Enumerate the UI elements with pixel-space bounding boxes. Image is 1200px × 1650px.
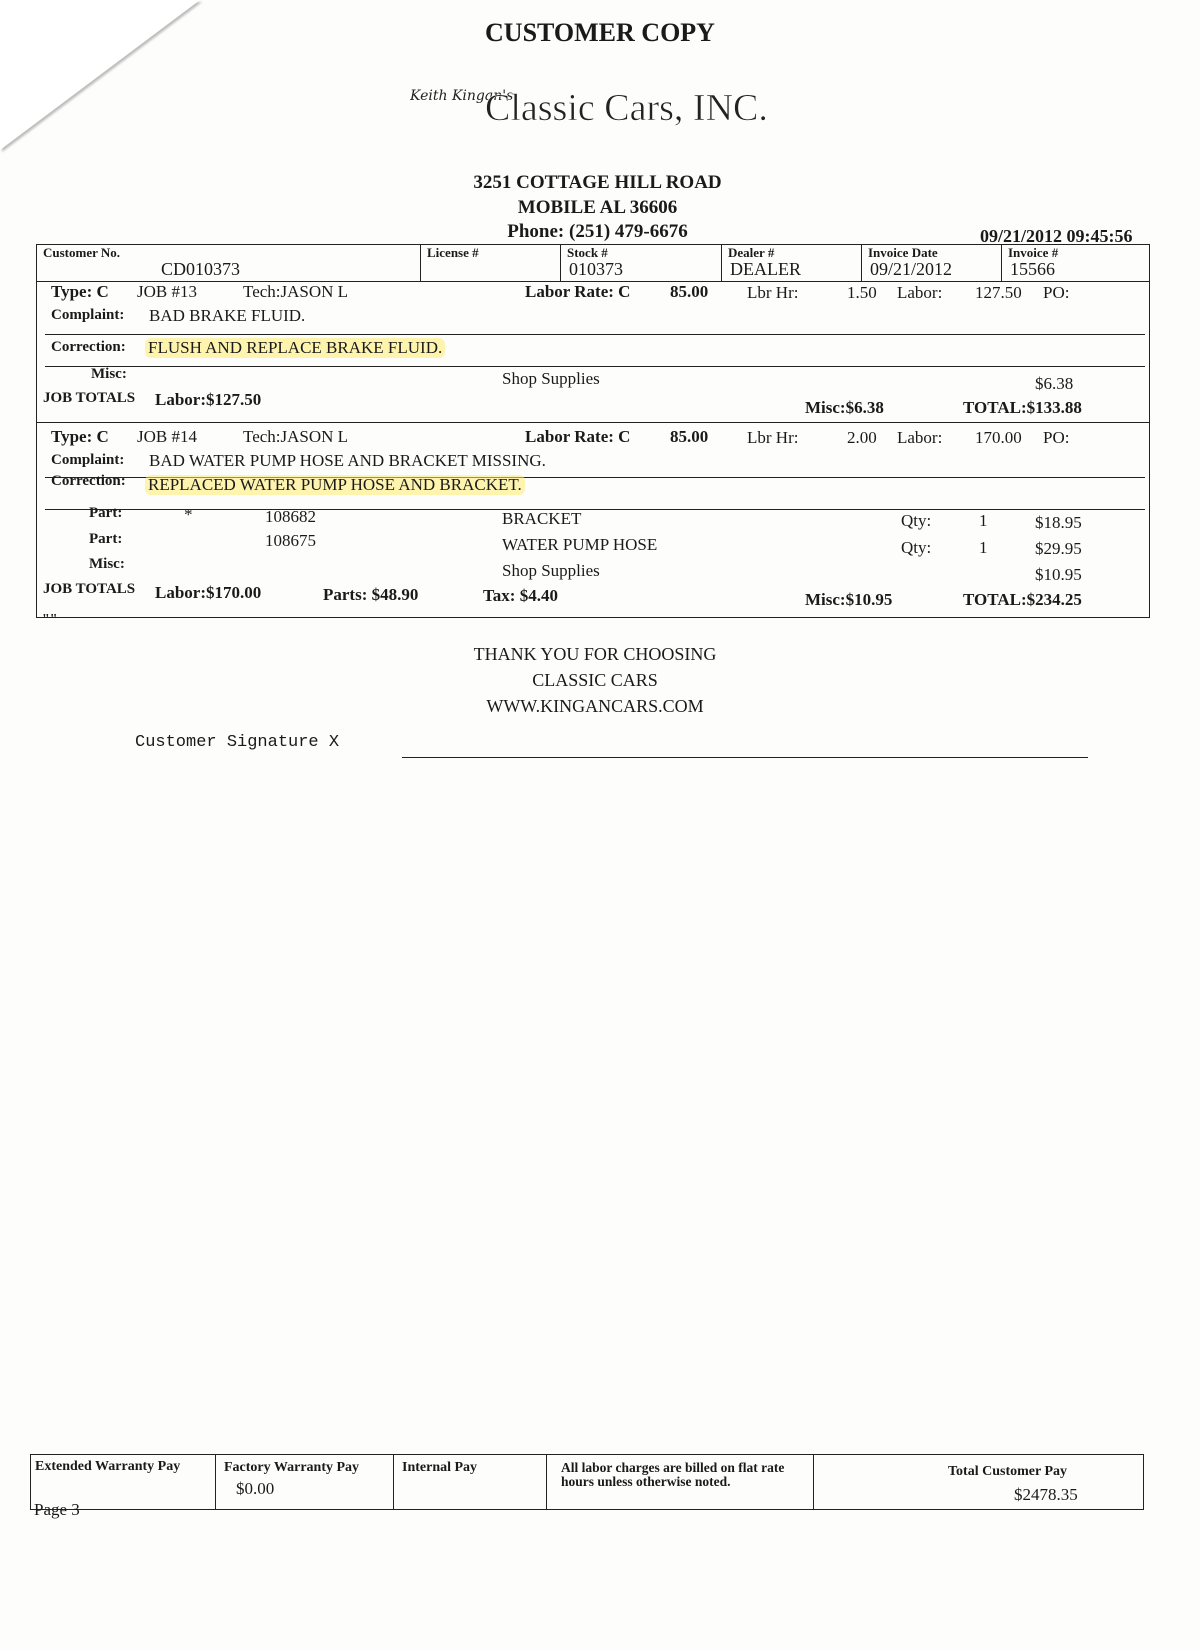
invoice-number-value: 15566 [1010, 259, 1055, 279]
job-totals-total: TOTAL:$234.25 [963, 590, 1082, 609]
job-type: Type: C [51, 427, 109, 446]
line-item-qty: 1 [979, 511, 988, 530]
po-label: PO: [1043, 428, 1070, 447]
document-title: CUSTOMER COPY [485, 18, 715, 47]
stock-cell [560, 245, 722, 281]
factory-warranty-label: Factory Warranty Pay [224, 1460, 360, 1475]
job-totals-tax: Tax: $4.40 [483, 586, 558, 605]
line-item-qty-label: Qty: [901, 511, 932, 530]
total-customer-pay-cell [813, 1455, 1142, 1509]
signature-label: Customer Signature X [135, 733, 340, 752]
dealer-cell [721, 245, 862, 281]
labor-rate-value: 85.00 [670, 427, 709, 446]
job-totals-misc: Misc:$6.38 [805, 398, 884, 417]
line-item-mark: * [184, 505, 193, 524]
thank-you-company: CLASSIC CARS [532, 670, 658, 690]
customer-no-value: CD010373 [161, 259, 241, 279]
line-item-description: Shop Supplies [502, 369, 600, 388]
correction-label: Correction: [51, 339, 126, 355]
factory-warranty-value: $0.00 [236, 1479, 275, 1498]
line-item-label: Part: [89, 531, 123, 547]
logo-company-name: Classic Cars, INC. [485, 87, 768, 129]
page-number: Page 3 [34, 1500, 80, 1519]
invoice-number-cell [1001, 245, 1148, 281]
customer-no-cell [37, 245, 420, 281]
company-logo [410, 78, 810, 138]
signature-line [402, 757, 1088, 758]
thank-you-line: THANK YOU FOR CHOOSING [473, 644, 717, 664]
job-14-section [36, 422, 1150, 618]
line-item-qty: 1 [979, 538, 988, 557]
dealer-value: DEALER [730, 259, 801, 279]
stock-value: 010373 [569, 259, 623, 279]
labor-amount-value: 127.50 [975, 283, 1022, 302]
complaint-text: BAD BRAKE FLUID. [149, 306, 306, 325]
job-13-section [36, 280, 1150, 423]
total-customer-pay-label: Total Customer Pay [948, 1464, 1067, 1479]
labor-amount-value: 170.00 [975, 428, 1022, 447]
labor-rate-value: 85.00 [670, 282, 709, 301]
stock-label: Stock # [567, 245, 608, 260]
labor-hours-value: 1.50 [847, 283, 877, 302]
labor-rate-label: Labor Rate: C [525, 427, 631, 446]
payment-summary-table [30, 1454, 1144, 1510]
logo-script-text: Keith Kingan's [410, 88, 514, 104]
address-city: MOBILE AL 36606 [517, 197, 678, 218]
complaint-text: BAD WATER PUMP HOSE AND BRACKET MISSING. [149, 451, 546, 470]
invoice-date-cell [861, 245, 1002, 281]
line-item-part-number: 108682 [265, 507, 316, 526]
line-item-price: $18.95 [1035, 513, 1082, 532]
job-totals-parts: Parts: $48.90 [323, 585, 419, 604]
correction-text: REPLACED WATER PUMP HOSE AND BRACKET. [145, 475, 525, 495]
job-number: JOB #13 [137, 282, 197, 301]
billing-note: All labor charges are billed on flat rate hours unless otherwise noted. [561, 1460, 785, 1489]
line-item-price: $10.95 [1035, 565, 1082, 584]
job-totals-label: JOB TOTALS [43, 390, 136, 406]
invoice-date-value: 09/21/2012 [870, 259, 953, 279]
address-street: 3251 COTTAGE HILL ROAD [473, 172, 722, 193]
job-totals-labor: Labor:$170.00 [155, 583, 262, 602]
extended-warranty-label: Extended Warranty Pay [35, 1459, 181, 1474]
job-totals-misc: Misc:$10.95 [805, 590, 893, 609]
internal-pay-label: Internal Pay [402, 1460, 478, 1475]
internal-pay-cell [393, 1455, 547, 1509]
invoice-number-label: Invoice # [1008, 245, 1059, 260]
divider [45, 509, 1145, 510]
line-item-qty-label: Qty: [901, 538, 932, 557]
line-item-price: $29.95 [1035, 539, 1082, 558]
po-label: PO: [1043, 283, 1070, 302]
quote-marks: "" [42, 612, 58, 627]
line-item-label: Part: [89, 505, 123, 521]
job-number: JOB #14 [137, 427, 197, 446]
line-item-price: $6.38 [1035, 374, 1074, 393]
license-label: License # [427, 245, 479, 260]
labor-amount-label: Labor: [897, 428, 943, 447]
labor-hours-label: Lbr Hr: [747, 428, 799, 447]
total-customer-pay-value: $2478.35 [1014, 1485, 1078, 1504]
labor-hours-label: Lbr Hr: [747, 283, 799, 302]
job-totals-label: JOB TOTALS [43, 581, 136, 597]
job-tech: Tech:JASON L [243, 282, 349, 301]
labor-amount-label: Labor: [897, 283, 943, 302]
correction-text: FLUSH AND REPLACE BRAKE FLUID. [145, 338, 445, 358]
invoice-header-table [36, 244, 1150, 282]
line-item-description: Shop Supplies [502, 561, 600, 580]
dealer-label: Dealer # [728, 245, 775, 260]
correction-label: Correction: [51, 473, 126, 489]
job-totals-labor: Labor:$127.50 [155, 390, 262, 409]
complaint-label: Complaint: [51, 452, 125, 468]
license-cell [420, 245, 561, 281]
divider [45, 366, 1145, 367]
divider [45, 334, 1145, 335]
line-item-description: BRACKET [502, 509, 582, 528]
customer-no-label: Customer No. [43, 245, 121, 260]
job-type: Type: C [51, 282, 109, 301]
labor-hours-value: 2.00 [847, 428, 877, 447]
labor-rate-label: Labor Rate: C [525, 282, 631, 301]
complaint-label: Complaint: [51, 307, 125, 323]
line-item-part-number: 108675 [265, 531, 316, 550]
invoice-date-label: Invoice Date [868, 245, 938, 260]
factory-warranty-cell [215, 1455, 394, 1509]
line-item-label: Misc: [91, 366, 127, 382]
job-tech: Tech:JASON L [243, 427, 349, 446]
job-totals-total: TOTAL:$133.88 [963, 398, 1082, 417]
line-item-description: WATER PUMP HOSE [502, 535, 658, 554]
print-timestamp: 09/21/2012 09:45:56 [980, 226, 1133, 246]
company-website: WWW.KINGANCARS.COM [486, 696, 704, 716]
line-item-label: Misc: [89, 556, 125, 572]
address-phone: Phone: (251) 479-6676 [507, 221, 688, 242]
billing-note-cell [546, 1455, 814, 1509]
